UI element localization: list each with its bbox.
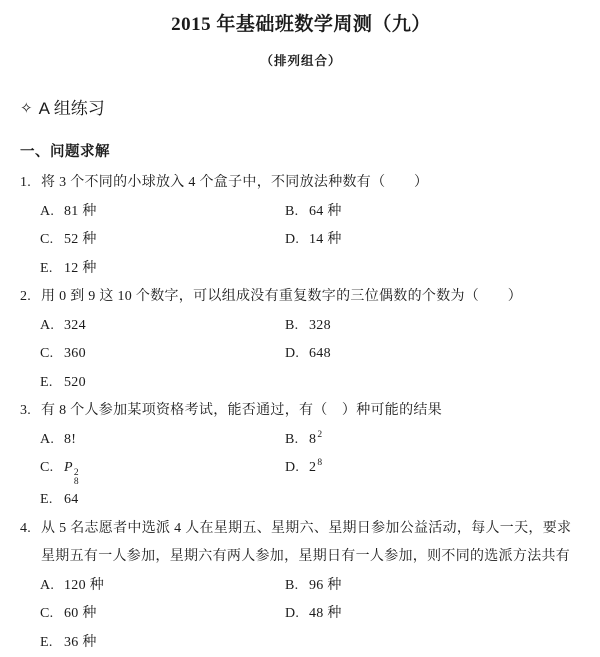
option-row <box>20 454 582 486</box>
subsection-heading: 一、问题求解 <box>20 142 582 162</box>
option-row <box>20 486 582 515</box>
option-row <box>20 572 582 601</box>
option-letter: B. <box>285 312 309 341</box>
option-value-math <box>309 426 322 455</box>
option-d <box>285 454 582 486</box>
option-value: 648 <box>309 340 331 369</box>
option-row <box>20 255 582 284</box>
option-letter: B. <box>285 572 309 601</box>
option-b <box>285 426 582 455</box>
option-d <box>285 226 582 255</box>
math-sup-sub-stack <box>74 469 79 486</box>
option-row <box>20 426 582 455</box>
question-list <box>20 169 582 657</box>
option-letter: E. <box>40 486 64 515</box>
option-row <box>20 312 582 341</box>
option-b <box>285 312 582 341</box>
option-value: 12 种 <box>64 255 97 284</box>
option-letter: B. <box>285 426 309 455</box>
option-value: 36 种 <box>64 629 97 657</box>
option-e <box>40 255 285 284</box>
option-row <box>20 198 582 227</box>
option-b <box>285 572 582 601</box>
question-number: 2. <box>20 283 41 312</box>
option-c <box>40 600 285 629</box>
option-c <box>40 340 285 369</box>
question-text: 有 8 个人参加某项资格考试，能否通过，有（ ）种可能的结果 <box>41 397 582 426</box>
question-text: 用 0 到 9 这 10 个数字，可以组成没有重复数字的三位偶数的个数为（ ） <box>41 283 582 312</box>
question-text: 将 3 个不同的小球放入 4 个盒子中，不同放法种数有（ ） <box>41 169 582 198</box>
option-value: 324 <box>64 312 86 341</box>
option-value: 520 <box>64 369 86 398</box>
option-letter: E. <box>40 369 64 398</box>
option-value: 360 <box>64 340 86 369</box>
question-4 <box>20 515 582 572</box>
option-letter: E. <box>40 629 64 657</box>
question-number: 3. <box>20 397 41 426</box>
question-number: 4. <box>20 515 41 572</box>
option-value: 52 种 <box>64 226 97 255</box>
option-row <box>20 629 582 657</box>
question-text: 从 5 名志愿者中选派 4 人在星期五、星期六、星期日参加公益活动，每人一天，要求星期五有一人参加，星期六有两人参加，星期日有一人参加，则不同的选派方法共有 <box>41 515 582 572</box>
math-subscript: 8 <box>74 478 79 487</box>
option-value-math <box>309 454 322 483</box>
section-heading-group-a <box>20 97 582 121</box>
option-letter: D. <box>285 454 309 483</box>
math-superscript: 2 <box>74 469 79 478</box>
option-letter: D. <box>285 600 309 629</box>
option-letter: A. <box>40 198 64 227</box>
option-row <box>20 340 582 369</box>
option-d <box>285 600 582 629</box>
option-row <box>20 369 582 398</box>
option-value: 14 种 <box>309 226 342 255</box>
option-letter: B. <box>285 198 309 227</box>
option-a <box>40 572 285 601</box>
option-letter: C. <box>40 454 64 483</box>
option-e <box>40 369 285 398</box>
math-superscript: 2 <box>317 430 322 440</box>
math-base: P <box>64 460 73 475</box>
option-a <box>40 198 285 227</box>
option-value: 96 种 <box>309 572 342 601</box>
question-1 <box>20 169 582 198</box>
option-value: 81 种 <box>64 198 97 227</box>
option-letter: C. <box>40 340 64 369</box>
math-base: 8 <box>309 432 316 447</box>
option-a <box>40 312 285 341</box>
page-title: 2015 年基础班数学周测（九） <box>20 12 582 38</box>
option-letter: C. <box>40 226 64 255</box>
option-letter: A. <box>40 426 64 455</box>
option-c <box>40 226 285 255</box>
option-value-math <box>64 454 79 486</box>
option-value: 120 种 <box>64 572 104 601</box>
option-b <box>285 198 582 227</box>
option-value: 64 种 <box>309 198 342 227</box>
question-3 <box>20 397 582 426</box>
option-row <box>20 600 582 629</box>
page-subtitle: （排列组合） <box>20 53 582 70</box>
option-letter: E. <box>40 255 64 284</box>
option-d <box>285 340 582 369</box>
math-superscript: 8 <box>317 458 322 468</box>
question-2 <box>20 283 582 312</box>
option-e <box>40 629 285 657</box>
sparkle-icon: ✧ <box>20 97 33 121</box>
option-letter: D. <box>285 226 309 255</box>
option-value: 328 <box>309 312 331 341</box>
option-row <box>20 226 582 255</box>
section-heading-label: A 组练习 <box>39 97 105 121</box>
option-letter: C. <box>40 600 64 629</box>
option-letter: D. <box>285 340 309 369</box>
option-letter: A. <box>40 572 64 601</box>
option-value: 64 <box>64 486 79 515</box>
option-value: 48 种 <box>309 600 342 629</box>
math-base: 2 <box>309 460 316 475</box>
option-letter: A. <box>40 312 64 341</box>
option-c <box>40 454 285 486</box>
question-number: 1. <box>20 169 41 198</box>
option-e <box>40 486 285 515</box>
option-value: 60 种 <box>64 600 97 629</box>
option-value: 8! <box>64 426 76 455</box>
option-a <box>40 426 285 455</box>
